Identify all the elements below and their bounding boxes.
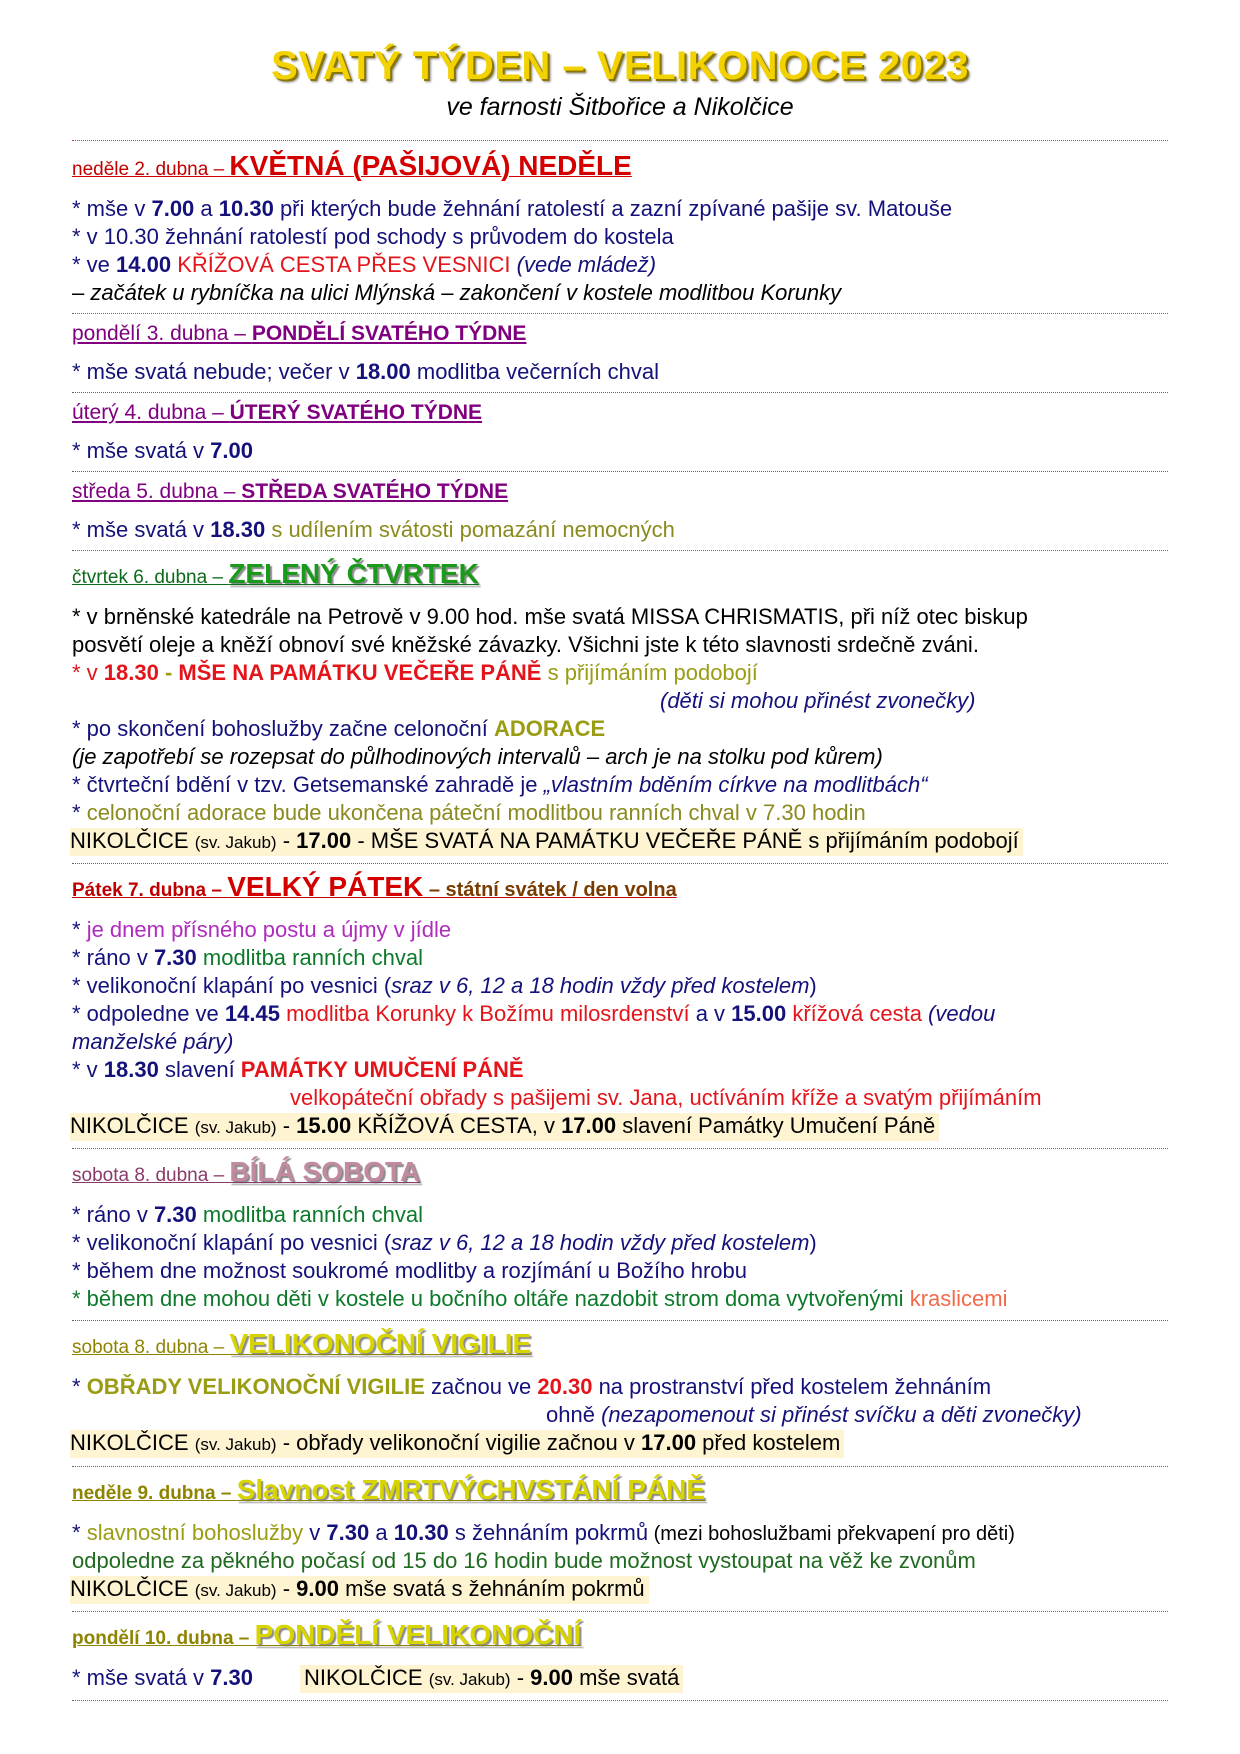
holy-monday-line-1: * mše svatá nebude; večer v 18.00 modlitba večerních chval xyxy=(72,359,659,384)
holy-saturday-line-3: * během dne možnost soukromé modlitby a rozjímání u Božího hrobu xyxy=(72,1258,748,1283)
holy-saturday-line-4: * během dne mohou děti v kostele u bočního oltáře nazdobit strom doma vytvořenými kraslicemi xyxy=(72,1286,1008,1311)
maundy-line-4: (děti si mohou přinést zvonečky) xyxy=(660,688,976,713)
page-subtitle: ve farnosti Šitbořice a Nikolčice xyxy=(446,93,794,121)
section-heading-maundy-thursday: čtvrtek 6. dubna – ZELENÝ ČTVRTEK xyxy=(72,558,479,589)
vigil-line-2: ohně (nezapomenout si přinést svíčku a děti zvonečky) xyxy=(546,1402,1082,1427)
section-heading-holy-tuesday: úterý 4. dubna – ÚTERÝ SVATÉHO TÝDNE xyxy=(72,401,483,424)
maundy-line-1: * v brněnské katedrále na Petrově v 9.00 hod. mše svatá MISSA CHRISMATIS, při níž otec biskup xyxy=(72,604,1028,629)
holy-saturday-line-2: * velikonoční klapání po vesnici (sraz v 6, 12 a 18 hodin vždy před kostelem) xyxy=(72,1230,817,1255)
page-title: SVATÝ TÝDEN – VELIKONOCE 2023 xyxy=(271,44,969,88)
divider xyxy=(72,313,1168,314)
divider xyxy=(72,471,1168,472)
good-friday-line-3: * velikonoční klapání po vesnici (sraz v 6, 12 a 18 hodin vždy před kostelem) xyxy=(72,973,817,998)
section-heading-holy-monday: pondělí 3. dubna – PONDĚLÍ SVATÉHO TÝDNE xyxy=(72,322,527,345)
section-heading-holy-wednesday: středa 5. dubna – STŘEDA SVATÉHO TÝDNE xyxy=(72,480,509,503)
divider xyxy=(72,550,1168,551)
maundy-line-5: * po skončení bohoslužby začne celonoční ADORACE xyxy=(72,716,606,741)
divider xyxy=(72,140,1168,141)
vigil-nikolcice-line: NIKOLČICE (sv. Jakub) - obřady velikonoční vigilie začnou v 17.00 před kostelem xyxy=(70,1430,844,1458)
palm-sunday-line-1: * mše v 7.00 a 10.30 při kterých bude žehnání ratolestí a zazní zpívané pašije sv. Matouše xyxy=(72,196,953,221)
section-heading-easter-sunday: neděle 9. dubna – Slavnost ZMRTVÝCHVSTÁNÍ PÁNĚ xyxy=(72,1474,705,1505)
easter-sunday-line-2: odpoledne za pěkného počasí od 15 do 16 hodin bude možnost vystoupat na věž ke zvonům xyxy=(72,1548,976,1573)
easter-monday-line-1: * mše svatá v 7.30 xyxy=(72,1665,253,1690)
good-friday-line-7: velkopáteční obřady s pašijemi sv. Jana, uctíváním kříže a svatým přijímáním xyxy=(290,1085,1042,1110)
maundy-nikolcice-line: NIKOLČICE (sv. Jakub) - 17.00 - MŠE SVATÁ NA PAMÁTKU VEČEŘE PÁNĚ s přijímáním podobojí xyxy=(70,828,1023,856)
section-heading-holy-saturday: sobota 8. dubna – BÍLÁ SOBOTA xyxy=(72,1156,421,1187)
good-friday-nikolcice-line: NIKOLČICE (sv. Jakub) - 15.00 KŘÍŽOVÁ CESTA, v 17.00 slavení Památky Umučení Páně xyxy=(70,1113,939,1141)
palm-sunday-line-3: * ve 14.00 KŘÍŽOVÁ CESTA PŘES VESNICI (vede mládež) xyxy=(72,252,657,277)
good-friday-line-2: * ráno v 7.30 modlitba ranních chval xyxy=(72,945,423,970)
divider xyxy=(72,1700,1168,1701)
divider xyxy=(72,1466,1168,1467)
holy-wednesday-line-1: * mše svatá v 18.30 s udílením svátosti pomazání nemocných xyxy=(72,517,675,542)
vigil-line-1: * OBŘADY VELIKONOČNÍ VIGILIE začnou ve 20.30 na prostranství před kostelem žehnáním xyxy=(72,1374,992,1399)
easter-monday-nikolcice: NIKOLČICE (sv. Jakub) - 9.00 mše svatá xyxy=(300,1665,683,1693)
easter-sunday-nikolcice-line: NIKOLČICE (sv. Jakub) - 9.00 mše svatá s žehnáním pokrmů xyxy=(70,1576,649,1604)
maundy-line-6: (je zapotřebí se rozepsat do půlhodinových intervalů – arch je na stolku pod kůrem) xyxy=(72,744,883,769)
section-heading-easter-monday: pondělí 10. dubna – PONDĚLÍ VELIKONOČNÍ xyxy=(72,1619,582,1650)
good-friday-line-1: * je dnem přísného postu a újmy v jídle xyxy=(72,917,452,942)
maundy-line-8: * celonoční adorace bude ukončena páteční modlitbou ranních chval v 7.30 hodin xyxy=(72,800,866,825)
divider xyxy=(72,1148,1168,1149)
maundy-line-7: * čtvrteční bdění v tzv. Getsemanské zahradě je „vlastním bděním církve na modlitbách“ xyxy=(72,772,928,797)
section-heading-easter-vigil: sobota 8. dubna – VELIKONOČNÍ VIGILIE xyxy=(72,1328,532,1359)
easter-sunday-line-1: * slavnostní bohoslužby v 7.30 a 10.30 s žehnáním pokrmů (mezi bohoslužbami překvapení pro děti) xyxy=(72,1520,1015,1545)
palm-sunday-line-2: * v 10.30 žehnání ratolestí pod schody s průvodem do kostela xyxy=(72,224,674,249)
good-friday-line-4: * odpoledne ve 14.45 modlitba Korunky k Božímu milosrdenství a v 15.00 křížová cesta (vedou xyxy=(72,1001,996,1026)
good-friday-line-6: * v 18.30 slavení PAMÁTKY UMUČENÍ PÁNĚ xyxy=(72,1057,524,1082)
section-heading-good-friday: Pátek 7. dubna – VELKÝ PÁTEK – státní svátek / den volna xyxy=(72,871,677,902)
divider xyxy=(72,1320,1168,1321)
maundy-line-3: * v 18.30 - MŠE NA PAMÁTKU VEČEŘE PÁNĚ s přijímáním podobojí xyxy=(72,660,758,685)
maundy-line-2: posvětí oleje a kněží obnoví své kněžské závazky. Všichni jste k této slavnosti srdečně zváni. xyxy=(72,632,979,657)
holy-saturday-line-1: * ráno v 7.30 modlitba ranních chval xyxy=(72,1202,423,1227)
palm-sunday-line-4: – začátek u rybníčka na ulici Mlýnská – zakončení v kostele modlitbou Korunky xyxy=(72,280,842,305)
divider xyxy=(72,1611,1168,1612)
holy-tuesday-line-1: * mše svatá v 7.00 xyxy=(72,438,253,463)
section-heading-palm-sunday: neděle 2. dubna – KVĚTNÁ (PAŠIJOVÁ) NEDĚLE xyxy=(72,150,632,181)
good-friday-line-5: manželské páry) xyxy=(72,1029,234,1054)
divider xyxy=(72,863,1168,864)
divider xyxy=(72,392,1168,393)
